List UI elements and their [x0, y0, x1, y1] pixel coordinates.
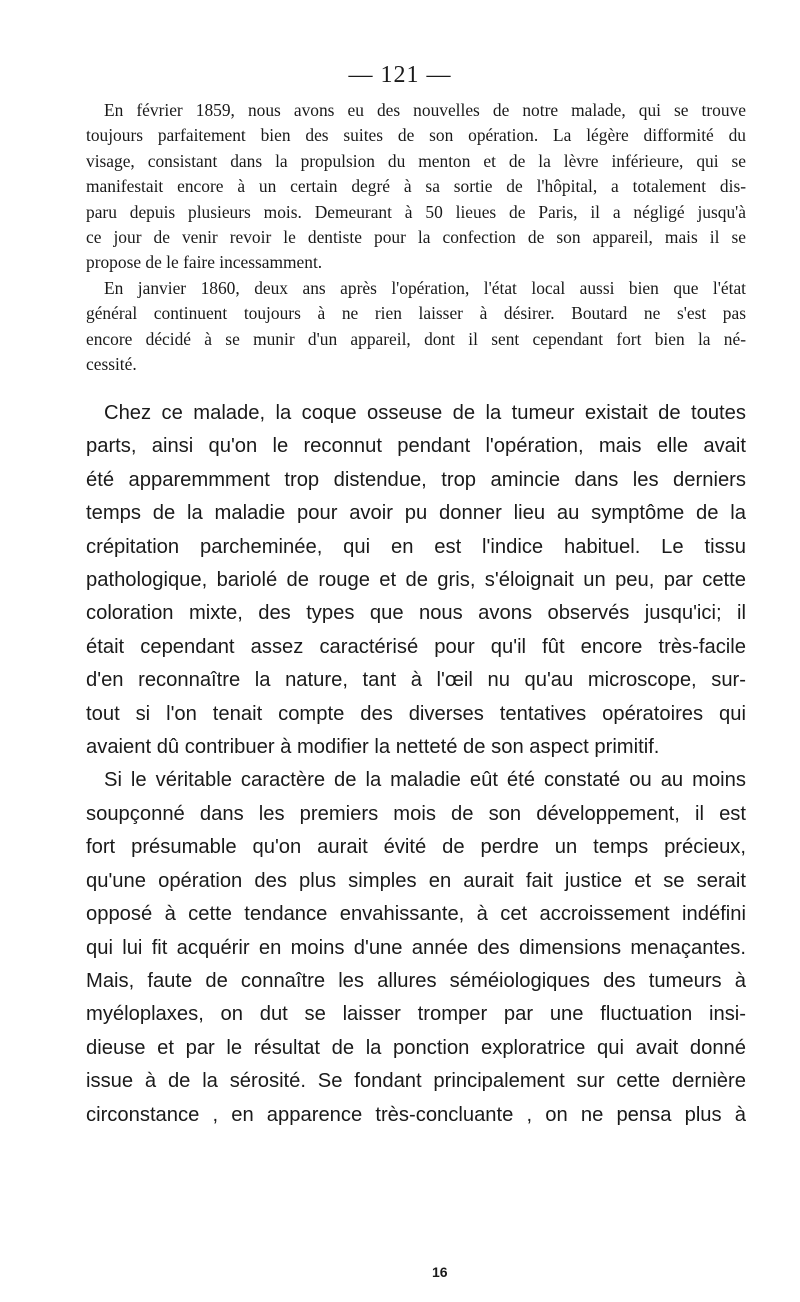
- large-print-block: [86, 397, 746, 1132]
- text-line: manifestait encore à un certain degré à sa sortie de l'hôpital, a totalement dis-: [86, 176, 746, 197]
- text-line: encore décidé à se munir d'un appareil, dont il sent cependant fort bien la né-: [86, 328, 746, 349]
- text-line: propose de le faire incessamment.: [86, 252, 323, 273]
- small-print-block: [86, 98, 746, 377]
- text-line: fort présumable qu'on aurait évité de perdre un temps précieux,: [86, 836, 746, 859]
- text-line: cessité.: [86, 354, 137, 375]
- text-line: tout si l'on tenait compte des diverses tentatives opératoires qui: [86, 702, 746, 725]
- text-line: coloration mixte, des types que nous avons observés jusqu'ici; il: [86, 602, 746, 625]
- text-line: ce jour de venir revoir le dentiste pour la confection de son appareil, mais il se: [86, 227, 746, 248]
- text-line: dieuse et par le résultat de la ponction exploratrice qui avait donné: [86, 1036, 746, 1059]
- signature-mark: 16: [432, 1264, 448, 1280]
- text-line: En janvier 1860, deux ans après l'opération, l'état local aussi bien que l'état: [104, 277, 746, 298]
- paragraph-followup-1860: [86, 276, 746, 378]
- text-line: toujours parfaitement bien des suites de son opération. La légère difformité du: [86, 125, 746, 146]
- text-line: été apparemmment trop distendue, trop amincie dans les derniers: [86, 468, 746, 491]
- text-line: avaient dû contribuer à modifier la netteté de son aspect primitif.: [86, 736, 660, 759]
- page-number: — 121 —: [348, 62, 452, 88]
- text-line: visage, consistant dans la propulsion du menton et de la lèvre inférieure, qui se: [86, 150, 746, 171]
- text-line: myéloplaxes, on dut se laisser tromper par une fluctuation insi-: [86, 1003, 746, 1026]
- text-line: d'en reconnaître la nature, tant à l'œil nu qu'au microscope, sur-: [86, 669, 746, 692]
- text-line: En février 1859, nous avons eu des nouvelles de notre malade, qui se trouve: [104, 100, 746, 120]
- text-line: crépitation parcheminée, qui en est l'indice habituel. Le tissu: [86, 535, 746, 558]
- text-line: pathologique, bariolé de rouge et de gris, s'éloignait un peu, par cette: [86, 569, 746, 592]
- text-line: général continuent toujours à ne rien laisser à désirer. Boutard ne s'est pas: [86, 303, 746, 324]
- text-line: issue à de la sérosité. Se fondant principalement sur cette dernière: [86, 1070, 746, 1093]
- text-line: temps de la maladie pour avoir pu donner lieu au symptôme de la: [86, 502, 746, 525]
- paragraph-diagnosis: [86, 764, 746, 1131]
- text-line: Si le véritable caractère de la maladie eût été constaté ou au moins: [104, 769, 746, 792]
- text-line: paru depuis plusieurs mois. Demeurant à 50 lieues de Paris, il a négligé jusqu'à: [86, 201, 746, 222]
- text-line: Mais, faute de connaître les allures séméiologiques des tumeurs à: [86, 969, 746, 992]
- text-line: qu'une opération des plus simples en aurait fait justice et se serait: [86, 869, 746, 892]
- paragraph-followup-1859: [86, 98, 746, 276]
- text-line: opposé à cette tendance envahissante, à cet accroissement indéfini: [86, 903, 746, 926]
- paragraph-bone-shell: [86, 397, 746, 764]
- text-line: qui lui fit acquérir en moins d'une année des dimensions menaçantes.: [86, 936, 746, 959]
- text-line: circonstance , en apparence très-concluante , on ne pensa plus à: [86, 1103, 746, 1126]
- text-line: était cependant assez caractérisé pour qu'il fût encore très-facile: [86, 635, 746, 658]
- text-line: parts, ainsi qu'on le reconnut pendant l'opération, mais elle avait: [86, 435, 746, 458]
- text-line: Chez ce malade, la coque osseuse de la tumeur existait de toutes: [104, 402, 746, 424]
- text-line: soupçonné dans les premiers mois de son développement, il est: [86, 802, 746, 825]
